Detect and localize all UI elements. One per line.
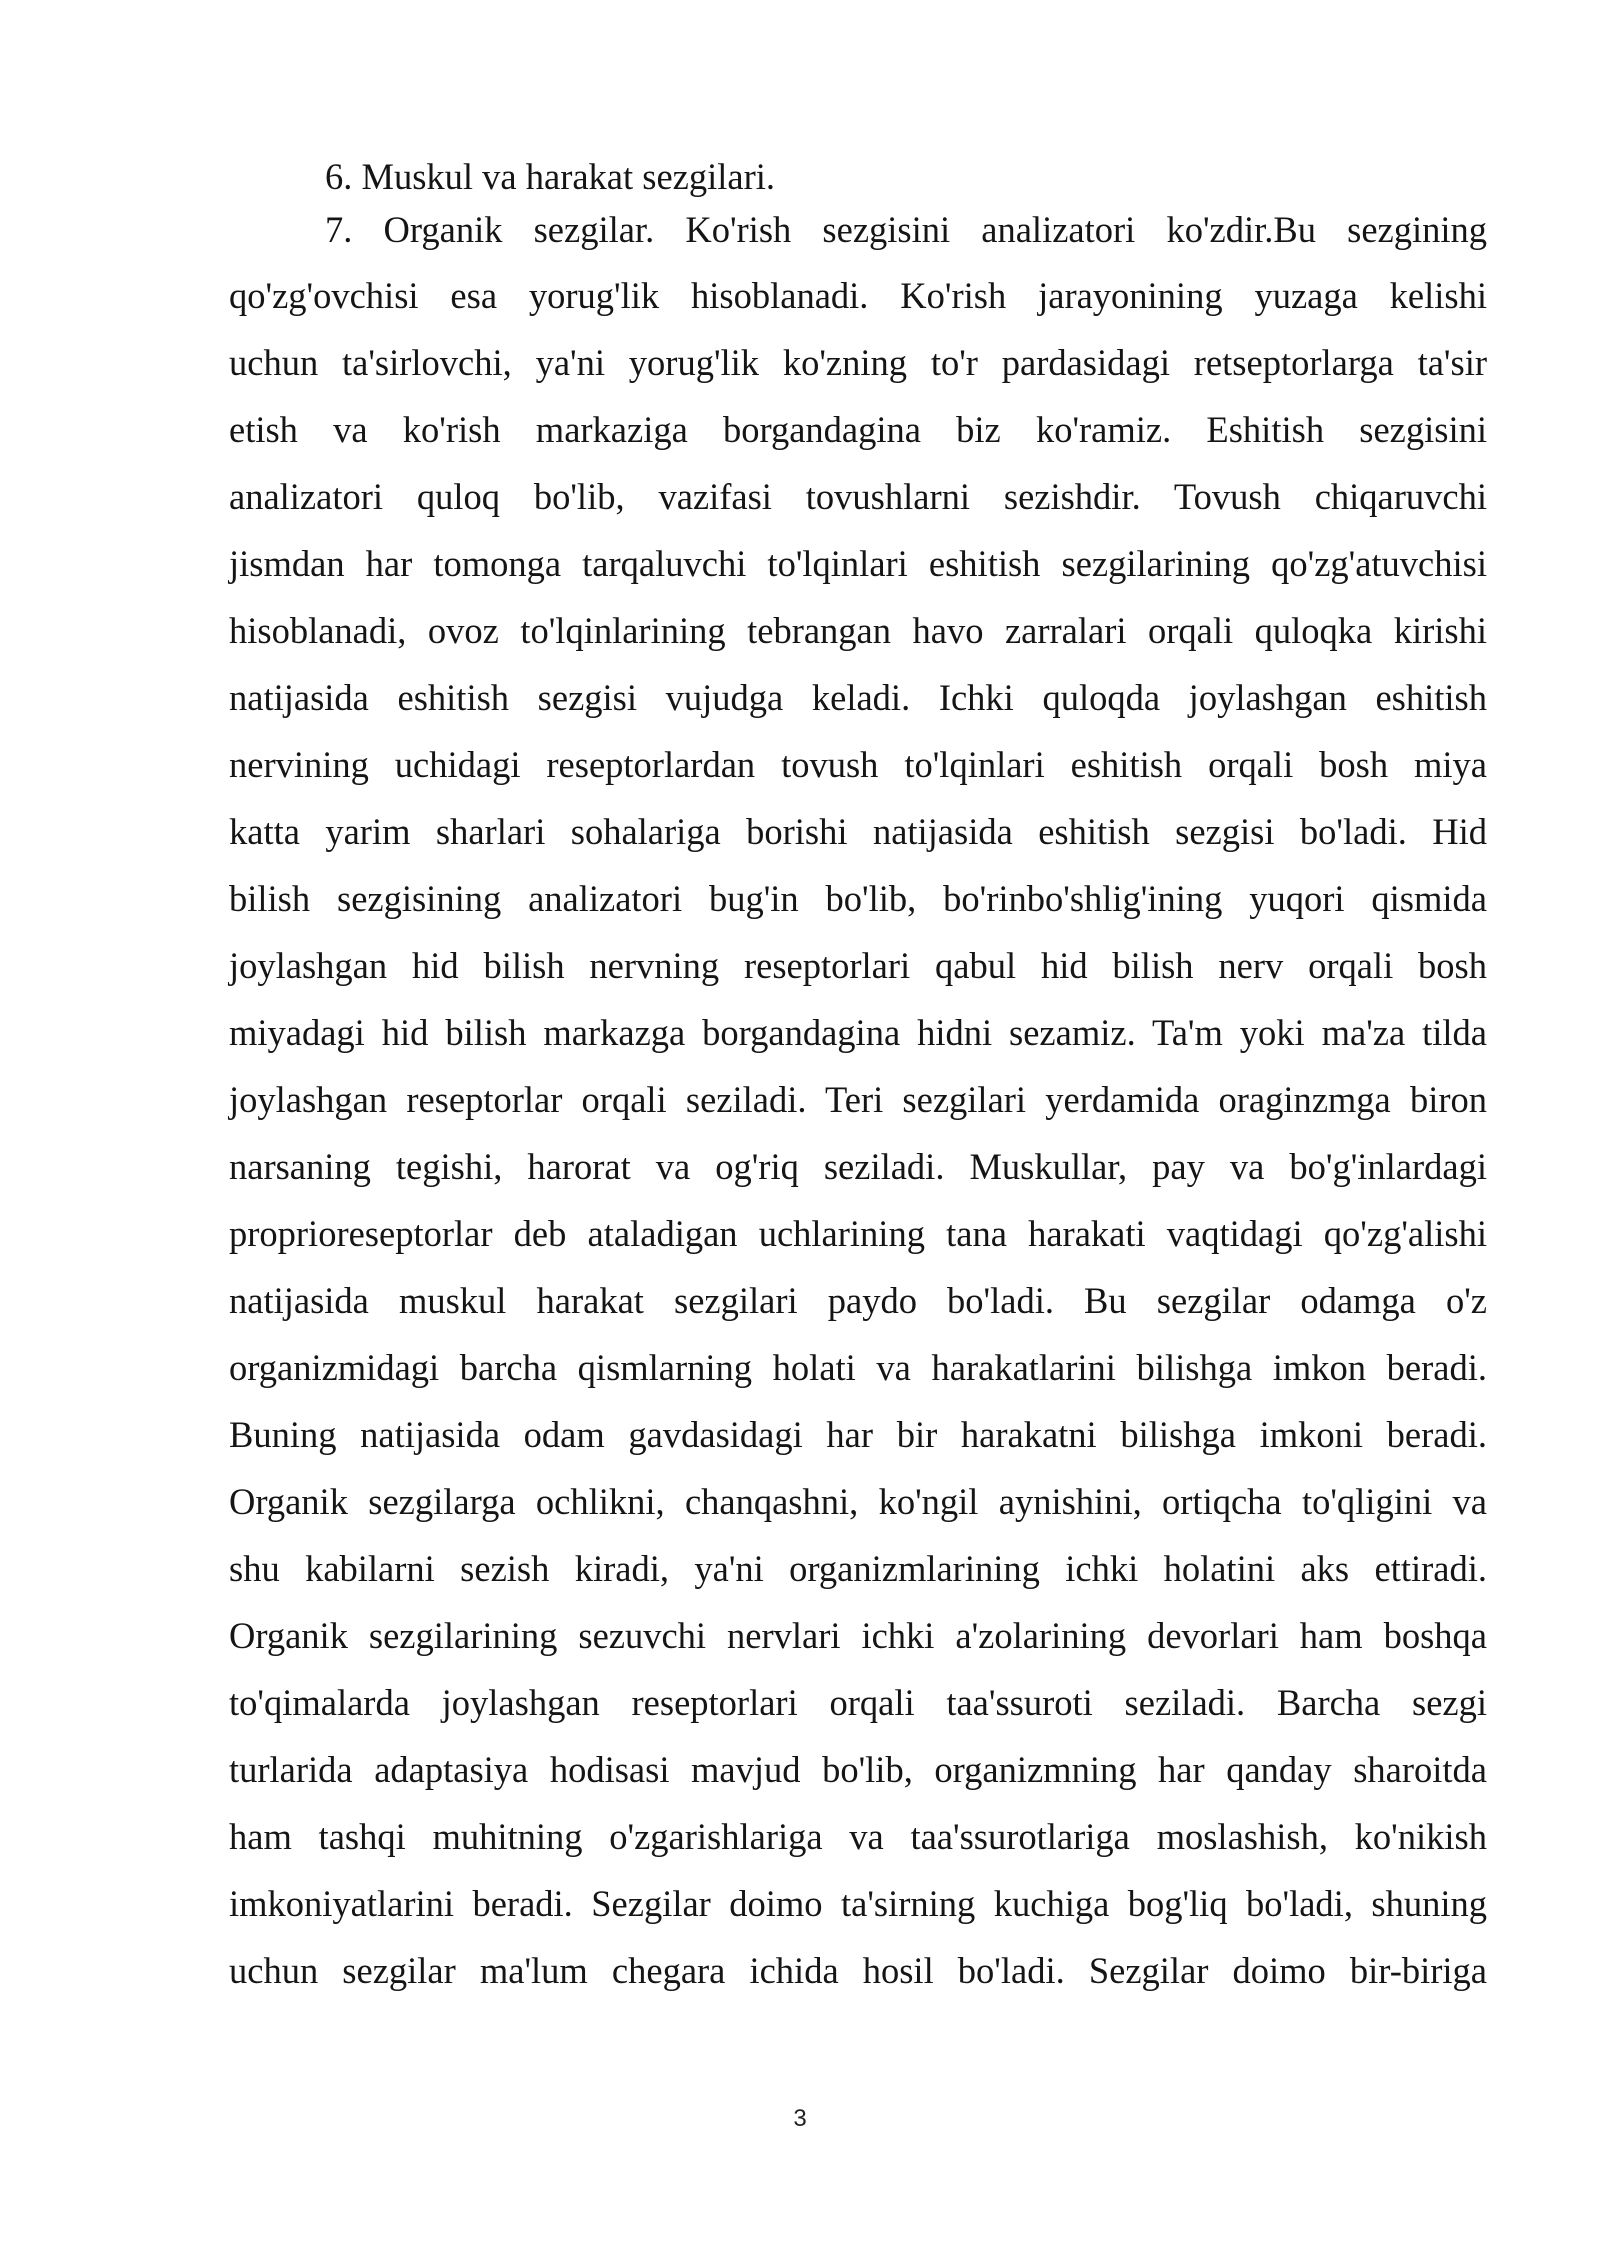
text-line: shu kabilarni sezish kiradi, ya'ni organizmlarining ichki holatini aks ettiradi.: [229, 1548, 1487, 1589]
text-line: natijasida muskul harakat sezgilari paydo bo'ladi. Bu sezgilar odamga o'z: [229, 1280, 1487, 1321]
text-line: Buning natijasida odam gavdasidagi har bir harakatni bilishga imkoni beradi.: [229, 1414, 1487, 1455]
text-line: joylashgan hid bilish nervning reseptorlari qabul hid bilish nerv orqali bosh: [229, 945, 1487, 986]
text-line: jismdan har tomonga tarqaluvchi to'lqinlari eshitish sezgilarining qo'zg'atuvchisi: [229, 543, 1487, 584]
text-line: narsaning tegishi, harorat va og'riq seziladi. Muskullar, pay va bo'g'inlardagi: [229, 1146, 1487, 1187]
list-item-7: 7. Organik sezgilar. Ko'rish sezgisini analizatori ko'zdir.Bu sezgining: [325, 209, 1487, 250]
text-line: natijasida eshitish sezgisi vujudga keladi. Ichki quloqda joylashgan eshitish: [229, 677, 1487, 718]
text-line: miyadagi hid bilish markazga borgandagina hidni sezamiz. Ta'm yoki ma'za tilda: [229, 1012, 1487, 1053]
text-line: katta yarim sharlari sohalariga borishi natijasida eshitish sezgisi bo'ladi. Hid: [229, 811, 1487, 852]
text-line: joylashgan reseptorlar orqali seziladi. Teri sezgilari yerdamida oraginzmga biron: [229, 1079, 1487, 1120]
text-line: nervining uchidagi reseptorlardan tovush to'lqinlari eshitish orqali bosh miya: [229, 744, 1487, 785]
text-line: turlarida adaptasiya hodisasi mavjud bo'lib, organizmning har qanday sharoitda: [229, 1749, 1487, 1790]
text-line: Organik sezgilarga ochlikni, chanqashni, ko'ngil aynishini, ortiqcha to'qligini va: [229, 1481, 1487, 1522]
text-line: qo'zg'ovchisi esa yorug'lik hisoblanadi. Ko'rish jarayonining yuzaga kelishi: [229, 275, 1487, 316]
list-item-6: 6. Muskul va harakat sezgilari.: [325, 156, 776, 197]
text-line: analizatori quloq bo'lib, vazifasi tovushlarni sezishdir. Tovush chiqaruvchi: [229, 476, 1487, 517]
page-number: 3: [793, 2105, 807, 2132]
text-line: uchun sezgilar ma'lum chegara ichida hosil bo'ladi. Sezgilar doimo bir-biriga: [229, 1950, 1487, 1991]
text-line: organizmidagi barcha qismlarning holati va harakatlarini bilishga imkon beradi.: [229, 1347, 1487, 1388]
text-line: hisoblanadi, ovoz to'lqinlarining tebrangan havo zarralari orqali quloqka kirishi: [229, 610, 1487, 651]
text-line: to'qimalarda joylashgan reseptorlari orqali taa'ssuroti seziladi. Barcha sezgi: [229, 1682, 1487, 1723]
text-line: uchun ta'sirlovchi, ya'ni yorug'lik ko'zning to'r pardasidagi retseptorlarga ta'sir: [229, 342, 1487, 383]
text-line: proprioreseptorlar deb ataladigan uchlarining tana harakati vaqtidagi qo'zg'alishi: [229, 1213, 1487, 1254]
text-line: Organik sezgilarining sezuvchi nervlari ichki a'zolarining devorlari ham boshqa: [229, 1615, 1487, 1656]
text-line: ham tashqi muhitning o'zgarishlariga va taa'ssurotlariga moslashish, ko'nikish: [229, 1816, 1487, 1857]
text-line: imkoniyatlarini beradi. Sezgilar doimo ta'sirning kuchiga bog'liq bo'ladi, shuning: [229, 1883, 1487, 1924]
text-line: bilish sezgisining analizatori bug'in bo'lib, bo'rinbo'shlig'ining yuqori qismida: [229, 878, 1487, 919]
text-line: etish va ko'rish markaziga borgandagina biz ko'ramiz. Eshitish sezgisini: [229, 409, 1487, 450]
